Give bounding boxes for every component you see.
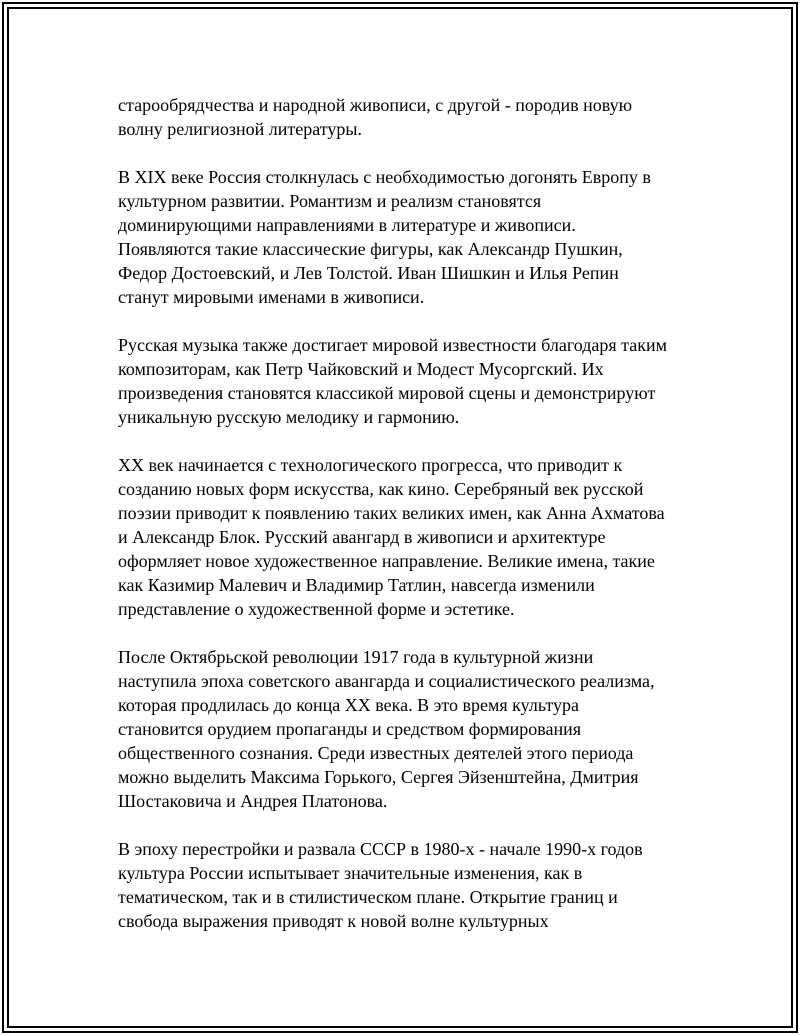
text-line: можно выделить Максима Горького, Сергея Эйзенштейна, Дмитрия bbox=[118, 767, 639, 787]
text-line: станут мировыми именами в живописи. bbox=[118, 287, 425, 307]
text-line: становится орудием пропаганды и средством формирования bbox=[118, 719, 582, 739]
text-line: XX век начинается с технологического прогресса, что приводит к bbox=[118, 455, 623, 475]
text-line: старообрядчества и народной живописи, с другой - породив новую bbox=[118, 95, 633, 115]
text-line: как Казимир Малевич и Владимир Татлин, навсегда изменили bbox=[118, 575, 595, 595]
paragraph-19th-century bbox=[118, 165, 718, 309]
text-line: общественного сознания. Среди известных деятелей этого периода bbox=[118, 743, 634, 763]
text-line: которая продлилась до конца XX века. В это время культура bbox=[118, 695, 579, 715]
document-body bbox=[118, 93, 718, 933]
text-line: Шостаковича и Андрея Платонова. bbox=[118, 791, 388, 811]
text-line: поэзии приводит к появлению таких великих имен, как Анна Ахматова bbox=[118, 503, 665, 523]
text-line: В XIX веке Россия столкнулась с необходимостью догонять Европу в bbox=[118, 167, 651, 187]
text-line: произведения становятся классикой мировой сцены и демонстрируют bbox=[118, 383, 656, 403]
text-line: Федор Достоевский, и Лев Толстой. Иван Шишкин и Илья Репин bbox=[118, 263, 619, 283]
paragraph-october-revolution bbox=[118, 645, 718, 813]
text-line: композиторам, как Петр Чайковский и Модест Мусоргский. Их bbox=[118, 359, 604, 379]
text-line: наступила эпоха советского авангарда и социалистического реализма, bbox=[118, 671, 655, 691]
text-line: и Александр Блок. Русский авангард в живописи и архитектуре bbox=[118, 527, 606, 547]
paragraph-perestroika bbox=[118, 837, 718, 933]
text-line: оформляет новое художественное направление. Великие имена, такие bbox=[118, 551, 655, 571]
text-line: Появляются такие классические фигуры, как Александр Пушкин, bbox=[118, 239, 623, 259]
text-line: После Октябрьской революции 1917 года в культурной жизни bbox=[118, 647, 594, 667]
text-line: культура России испытывает значительные изменения, как в bbox=[118, 863, 583, 883]
text-line: представление о художественной форме и эстетике. bbox=[118, 599, 515, 619]
text-line: доминирующими направлениями в литературе и живописи. bbox=[118, 215, 576, 235]
text-line: Русская музыка также достигает мировой известности благодаря таким bbox=[118, 335, 668, 355]
text-line: культурном развитии. Романтизм и реализм становятся bbox=[118, 191, 542, 211]
paragraph-20th-century bbox=[118, 453, 718, 621]
text-line: В эпоху перестройки и развала СССР в 1980-х - начале 1990-х годов bbox=[118, 839, 643, 859]
text-line: свобода выражения приводят к новой волне культурных bbox=[118, 911, 549, 931]
text-line: уникальную русскую мелодику и гармонию. bbox=[118, 407, 460, 427]
text-line: тематическом, так и в стилистическом плане. Открытие границ и bbox=[118, 887, 618, 907]
paragraph-russian-music bbox=[118, 333, 718, 429]
text-line: созданию новых форм искусства, как кино. Серебряный век русской bbox=[118, 479, 644, 499]
text-line: волну религиозной литературы. bbox=[118, 119, 362, 139]
paragraph-old-believers bbox=[118, 93, 718, 141]
